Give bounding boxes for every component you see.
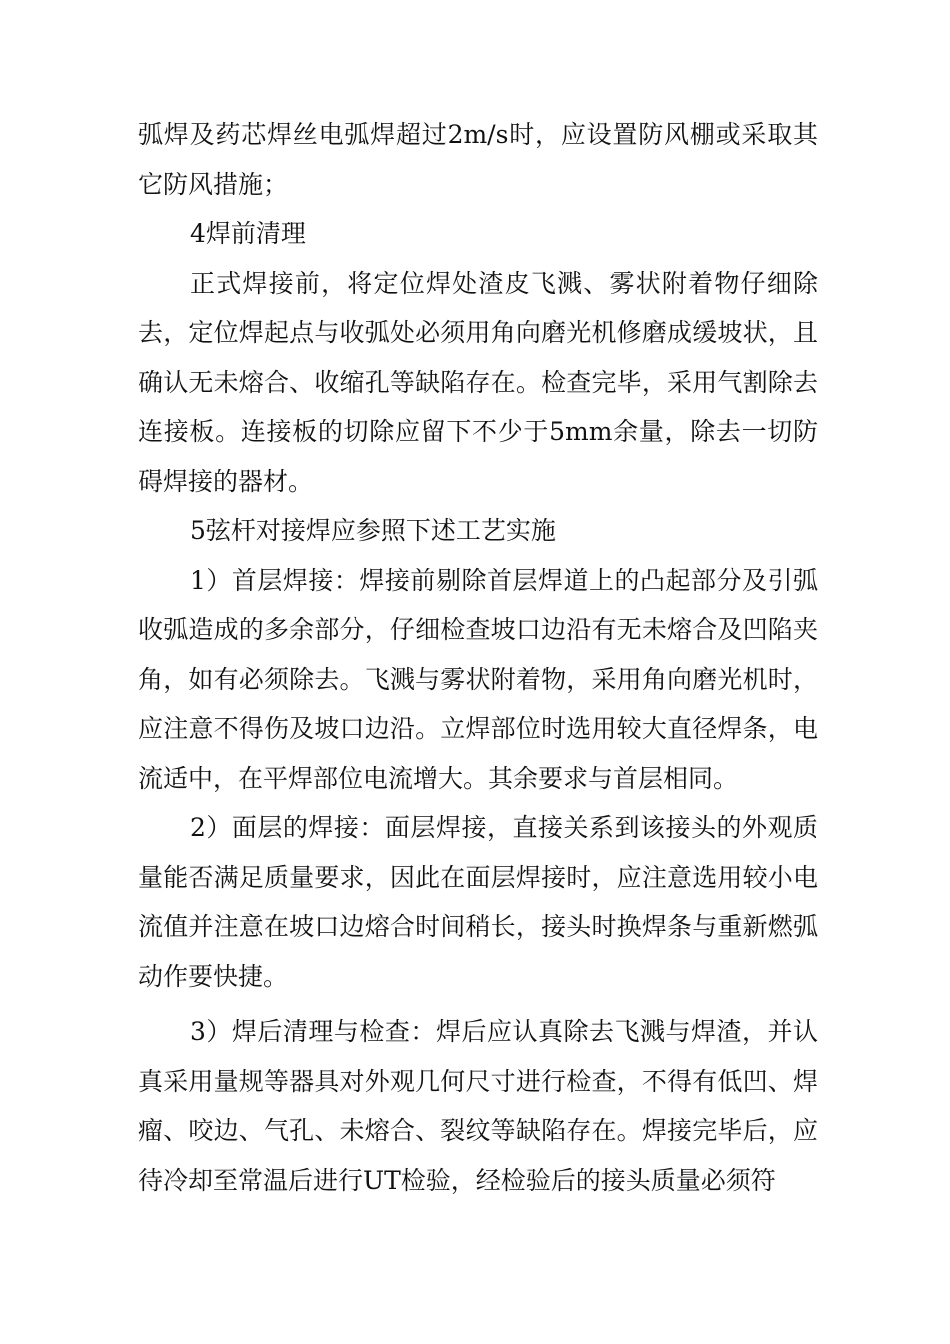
paragraph-item-3-post-weld-inspection: 3）焊后清理与检查：焊后应认真除去飞溅与焊渣，并认真采用量规等器具对外观几何尺寸进行检查，不得有低凹、焊瘤、咬边、气孔、未熔合、裂纹等缺陷存在。焊接完毕后，应待冷却至常温后进行UT检验，经检验后的接头质量必须符	[138, 1017, 818, 1195]
paragraph-continuation: 弧焊及药芯焊丝电弧焊超过2m/s时，应设置防风棚或采取其它防风措施；	[138, 120, 818, 199]
paragraph-pre-weld-cleaning: 正式焊接前，将定位焊处渣皮飞溅、雾状附着物仔细除去，定位焊起点与收弧处必须用角向磨光机修磨成缓坡状，且确认无未熔合、收缩孔等缺陷存在。检查完毕，采用气割除去连接板。连接板的切除应留下不少于5mm余量，除去一切防碍焊接的器材。	[138, 268, 818, 496]
section-heading-4: 4焊前清理	[190, 219, 306, 248]
paragraph-item-2-cap-pass: 2）面层的焊接：面层焊接，直接关系到该接头的外观质量能否满足质量要求，因此在面层焊接时，应注意选用较小电流值并注意在坡口边熔合时间稍长，接头时换焊条与重新燃弧动作要快捷。	[138, 813, 818, 991]
section-heading-5: 5弦杆对接焊应参照下述工艺实施	[190, 516, 556, 545]
paragraph-item-1-root-pass: 1）首层焊接：焊接前剔除首层焊道上的凸起部分及引弧收弧造成的多余部分，仔细检查坡口边沿有无未熔合及凹陷夹角，如有必须除去。飞溅与雾状附着物，采用角向磨光机时，应注意不得伤及坡口边沿。立焊部位时选用较大直径焊条，电流适中，在平焊部位电流增大。其余要求与首层相同。	[138, 565, 818, 793]
document-body	[138, 110, 818, 1205]
